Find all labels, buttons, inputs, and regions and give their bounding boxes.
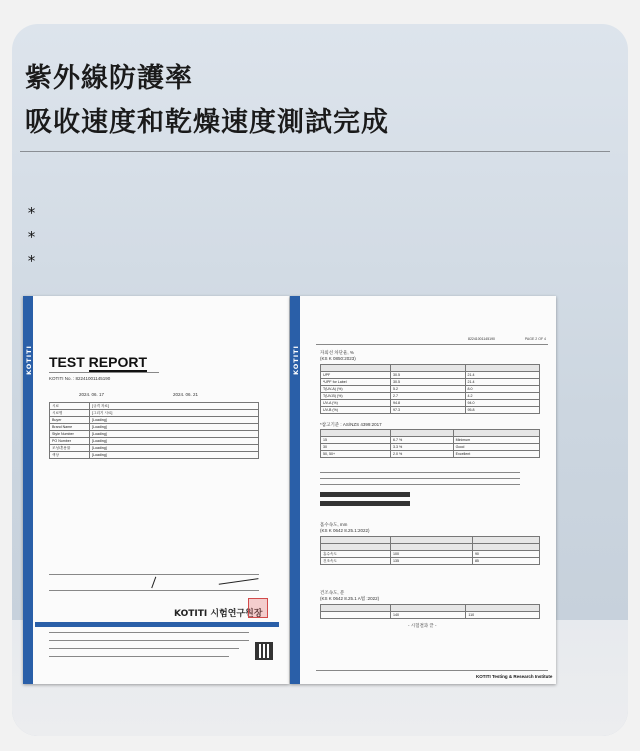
row-label: 시료명 <box>50 410 90 417</box>
uv-value-a: 30.5 <box>391 379 466 386</box>
signature-line <box>49 590 259 591</box>
rating-grade: Excellent <box>453 451 539 458</box>
uv-value-b: 95.8 <box>465 407 540 414</box>
report-spine <box>290 296 300 684</box>
section-drying-title: 건조속도, 분 <box>320 590 345 595</box>
uv-row-label: T(UV-B) (%) <box>321 393 391 400</box>
date-received: 2024. 06. 17 <box>79 392 105 397</box>
uv-table <box>320 364 540 414</box>
uv-value-a: 2.7 <box>391 393 466 400</box>
date-issued: 2024. 06. 21 <box>173 392 199 397</box>
row-value: [Loading] <box>90 445 259 452</box>
rating-upf: 30 <box>321 444 391 451</box>
note-line <box>320 472 520 473</box>
rating-transmission: 3.3 % <box>391 444 454 451</box>
institute-name: KOTITI Testing & Research Institute <box>476 674 553 679</box>
row-value: [Loading] <box>90 417 259 424</box>
section-drying-standard: (KS K 0642 8.25.1 A법 :2022) <box>320 596 380 601</box>
rating-transmission: 2.0 % <box>391 451 454 458</box>
uv-value-b: 21.4 <box>465 379 540 386</box>
row-value: [Loading] <box>90 452 259 459</box>
heading-line-2: 吸收速度和乾燥速度測試完成 <box>25 107 389 138</box>
lab-name: KOTITI 시험연구원장 <box>174 609 263 619</box>
row-label: Brand Name <box>50 424 90 431</box>
absorption-row-label: 건조속도 <box>321 558 391 565</box>
drying-value-a: 140 <box>391 612 466 619</box>
row-value: [Loading] <box>90 438 259 445</box>
uv-row-label: UV-B (%) <box>321 407 391 414</box>
section-absorption-standard: (KS K 0642 8.25.1:2022) <box>320 528 370 533</box>
absorption-value-b: 85 <box>472 558 539 565</box>
report-title-report: REPORT <box>88 354 148 370</box>
row-label: Style Number <box>50 431 90 438</box>
uv-value-b: 8.0 <box>465 386 540 393</box>
note-line <box>320 484 520 485</box>
drying-table <box>320 604 540 619</box>
uv-value-a: 30.5 <box>391 372 466 379</box>
rating-upf: 15 <box>321 437 391 444</box>
uv-value-b: 21.4 <box>465 372 540 379</box>
footer-text-line <box>49 648 239 649</box>
rating-grade: Minimum <box>453 437 539 444</box>
divider <box>20 151 610 152</box>
footer-text-line <box>49 640 249 641</box>
uv-value-a: 5.2 <box>391 386 466 393</box>
official-seal <box>248 598 268 618</box>
footer-line <box>316 670 548 671</box>
row-label: Buyer <box>50 417 90 424</box>
spine-brand: KOTITI <box>292 345 300 375</box>
row-label: 색상 <box>50 452 90 459</box>
uv-row-label: *UPF for Label <box>321 379 391 386</box>
reference-standard: *참고기준 : AS/NZS 4399:2017 <box>320 422 382 427</box>
absorption-row-label: 흡수속도 <box>321 551 391 558</box>
section-absorption-title: 흡수속도, mm <box>320 522 348 527</box>
uv-value-a: 97.3 <box>391 407 466 414</box>
note-bar <box>320 492 410 497</box>
report-title-test: TEST <box>49 354 85 370</box>
absorption-value-b: 90 <box>472 551 539 558</box>
note-line <box>320 478 520 479</box>
sample-info-table <box>49 402 259 459</box>
title-underline <box>49 372 159 373</box>
report-number: 82241001145190 <box>468 337 495 341</box>
report-number: KOTITI No. : 82241001145190 <box>49 376 111 381</box>
uv-value-b: 4.2 <box>465 393 540 400</box>
end-of-results: - 시험결과 끝 - <box>408 623 437 628</box>
uv-row-label: UV-A (%) <box>321 400 391 407</box>
page-number: PAGE 2 OF 4 <box>524 337 546 341</box>
spine-brand: KOTITI <box>25 345 33 375</box>
test-report-page-2 <box>290 296 556 684</box>
row-label: 조성/혼용률 <box>50 445 90 452</box>
qr-code <box>255 642 273 660</box>
heading-line-1: 紫外線防護率 <box>25 63 193 94</box>
rating-upf: 50, 50+ <box>321 451 391 458</box>
section-uv-title: 자외선 차단율, % <box>320 350 354 355</box>
row-value: [그리기 시료] <box>90 410 259 417</box>
row-value: [규격 자료] <box>90 403 259 410</box>
drying-value-b: 110 <box>466 612 540 619</box>
uv-row-label: UPF <box>321 372 391 379</box>
upf-rating-table <box>320 429 540 458</box>
footer-bar <box>35 622 279 627</box>
signature-mark <box>217 569 258 584</box>
report-title <box>49 354 147 370</box>
rating-grade: Good <box>453 444 539 451</box>
bullet-item: * <box>27 204 37 222</box>
absorption-value-a: 100 <box>391 551 473 558</box>
footer-text-line <box>49 656 229 657</box>
bullet-item: * <box>27 252 37 270</box>
absorption-table <box>320 536 540 565</box>
bullet-item: * <box>27 228 37 246</box>
rating-transmission: 6.7 % <box>391 437 454 444</box>
report-spine <box>23 296 33 684</box>
header-line <box>316 344 548 345</box>
note-bar <box>320 501 410 506</box>
drying-row-label <box>321 612 391 619</box>
uv-row-label: T(UV-A) (%) <box>321 386 391 393</box>
section-uv-standard: (KS K 0850:2023) <box>320 356 356 361</box>
row-label: 시료 <box>50 403 90 410</box>
footer-text-line <box>49 632 249 633</box>
test-report-page-1 <box>23 296 289 684</box>
row-label: PO Number <box>50 438 90 445</box>
bullet-list <box>27 204 36 276</box>
row-value: [Loading] <box>90 431 259 438</box>
uv-value-a: 94.8 <box>391 400 466 407</box>
absorption-value-a: 135 <box>391 558 473 565</box>
uv-value-b: 94.0 <box>465 400 540 407</box>
row-value: [Loading] <box>90 424 259 431</box>
